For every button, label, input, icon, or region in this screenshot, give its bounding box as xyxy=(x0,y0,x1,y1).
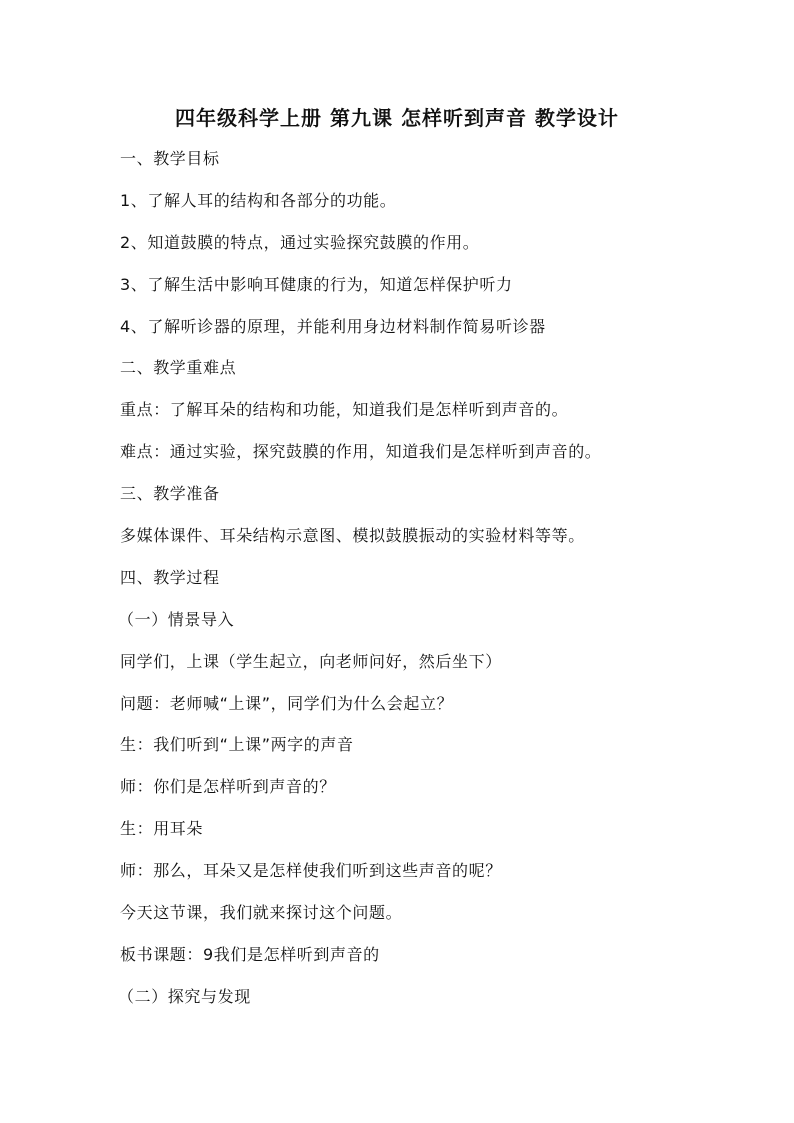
subheading-scenario-intro: （一）情景导入 xyxy=(118,609,235,629)
subheading-explore-discover: （二）探究与发现 xyxy=(118,986,251,1006)
goal-item-4: 4、了解听诊器的原理，并能利用身边材料制作简易听诊器 xyxy=(120,316,546,336)
document-title: 四年级科学上册 第九课 怎样听到声音 教学设计 xyxy=(175,106,619,130)
goal-item-3: 3、了解生活中影响耳健康的行为，知道怎样保护听力 xyxy=(120,274,513,294)
dialogue-line: 师：那么，耳朵又是怎样使我们听到这些声音的呢？ xyxy=(120,861,502,881)
key-point-text: 重点：了解耳朵的结构和功能，知道我们是怎样听到声音的。 xyxy=(120,400,569,420)
document-body xyxy=(120,141,720,1021)
heading-teaching-preparation: 三、教学准备 xyxy=(120,484,220,504)
heading-key-difficult-points: 二、教学重难点 xyxy=(120,358,237,378)
preparation-text: 多媒体课件、耳朵结构示意图、模拟鼓膜振动的实验材料等等。 xyxy=(120,526,585,546)
board-lesson-title: 板书课题：9我们是怎样听到声音的 xyxy=(120,944,380,964)
dialogue-line: 生：用耳朵 xyxy=(120,819,204,839)
goal-item-1: 1、了解人耳的结构和各部分的功能。 xyxy=(120,190,397,210)
difficult-point-text: 难点：通过实验，探究鼓膜的作用，知道我们是怎样听到声音的。 xyxy=(120,442,602,462)
heading-teaching-process: 四、教学过程 xyxy=(120,567,220,587)
dialogue-line: 问题：老师喊“上课”，同学们为什么会起立？ xyxy=(120,693,454,713)
dialogue-line: 同学们，上课（学生起立，向老师问好，然后坐下） xyxy=(120,651,502,671)
dialogue-line: 今天这节课，我们就来探讨这个问题。 xyxy=(120,903,403,923)
heading-teaching-goals: 一、教学目标 xyxy=(120,149,220,168)
dialogue-line: 师：你们是怎样听到声音的？ xyxy=(120,777,336,797)
goal-item-2: 2、知道鼓膜的特点，通过实验探究鼓膜的作用。 xyxy=(120,232,480,252)
dialogue-line: 生：我们听到“上课”两字的声音 xyxy=(120,735,354,755)
